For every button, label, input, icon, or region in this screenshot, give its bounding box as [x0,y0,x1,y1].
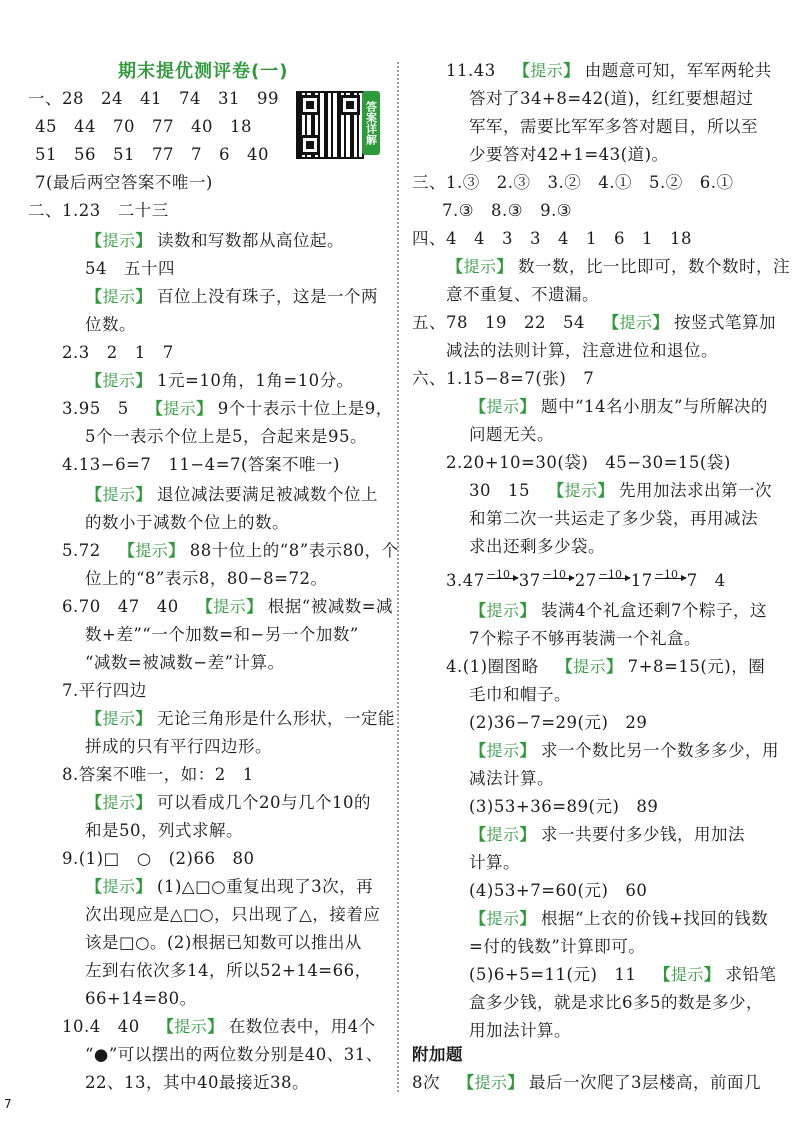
answer-line: 【提示】 数一数，比一比即可，数个数时，注 [447,257,791,276]
answer-line: 22、13，其中40最接近38。 [85,1073,309,1092]
answer-line: (5)6+5=11(元) 11 【提示】 求铅笔 [469,965,777,984]
answer-line: 66+14=80。 [85,989,197,1008]
hint-label: 【提示】 [458,1073,525,1092]
answer-line: 【提示】 退位减法要满足被减数个位上 [86,485,379,504]
answer-line: 四、4 4 3 3 4 1 6 1 18 [412,229,692,248]
answer-line: 【提示】 求一个数比另一个数多多少，用 [470,741,780,760]
answer-line: 30 15 【提示】 先用加法求出第一次 [469,481,773,500]
answer-line: 的数小于减数个位上的数。 [85,513,289,532]
answer-line: 【提示】 题中“14名小朋友”与所解决的 [470,397,768,416]
answer-line: 军军，需要比军军多答对题目，所以至 [469,117,758,136]
answer-explanation-badge[interactable]: 答案详解 [362,91,380,155]
answer-line: 2.3 2 1 7 [62,343,174,362]
answer-line: 8次 【提示】 最后一次爬了3层楼高，前面几 [412,1073,762,1092]
answer-line: 7.③ 8.③ 9.③ [442,201,573,220]
answer-line: 7个粽子不够再装满一个礼盒。 [469,629,701,648]
hint-label: 【提示】 [548,481,615,500]
answer-line: 【提示】 根据“上衣的价钱+找回的钱数 [470,909,769,928]
answer-line: 左到右依次多14，所以52+14=66， [85,961,372,980]
answer-line: 拼成的只有平行四边形。 [85,737,272,756]
page-number: 7 [4,1097,12,1111]
answer-line: 54 五十四 [85,259,175,278]
hint-label: 【提示】 [86,877,153,896]
answer-line: 位数。 [85,315,136,334]
arrow-icon: −10 [597,570,631,592]
answer-line: 二、1.23 二十三 [28,201,169,220]
answer-line: 4.(1)圈图略 【提示】 7+8=15(元)，圈 [446,657,766,676]
answer-line: 次出现应是△□○，只出现了△，接着应 [85,905,381,924]
answer-line: 3.47 −10 37 −10 27 −10 17 −10 7 4 [446,568,726,590]
answer-line: 意不重复、不遗漏。 [446,285,599,304]
answer-line: =付的钱数”计算即可。 [469,937,646,956]
answer-line: 2.20+10=30(袋) 45−30=15(袋) [446,453,731,472]
arrow-icon: −10 [485,570,519,592]
answer-line: 51 56 51 77 7 6 40 [35,145,269,164]
hint-label: 【提示】 [86,485,153,504]
answer-line: 9.(1)□ ○ (2)66 80 [62,849,255,868]
answer-line: 一、28 24 41 74 31 99 [28,89,279,108]
answer-line: 6.70 47 40 【提示】 根据“被减数=减 [62,597,394,616]
answer-line: 【提示】 百位上没有珠子，这是一个两 [86,287,379,306]
sequence-number: 7 [686,571,698,590]
hint-label: 【提示】 [470,741,537,760]
hint-label: 【提示】 [118,541,185,560]
answer-line: 三、1.③ 2.③ 3.② 4.① 5.② 6.① [412,173,734,192]
hint-label: 【提示】 [86,793,153,812]
hint-label: 【提示】 [86,709,153,728]
arrow-icon: −10 [541,570,575,592]
answer-line: 11.43 【提示】 由题意可知，军军两轮共 [446,61,772,80]
sequence-number: 37 [518,571,541,590]
answer-line: 【提示】 求一共要付多少钱，用加法 [470,825,746,844]
answer-line: 减法的法则计算，注意进位和退位。 [446,341,718,360]
answer-line: 和第二次一共运走了多少袋，再用减法 [469,509,758,528]
answer-line: 45 44 70 77 40 18 [35,117,252,136]
hint-label: 【提示】 [86,371,153,390]
answer-line: (3)53+36=89(元) 89 [469,797,659,816]
sequence-number: 27 [574,571,597,590]
answer-line: 数+差”“一个加数=和−另一个加数” [85,625,359,644]
answer-line: 3.95 5 【提示】 9个十表示十位上是9， [62,399,393,418]
answer-line: (2)36−7=29(元) 29 [469,713,648,732]
answer-line: 盒多少钱，就是求比6多5的数是多少， [469,993,763,1012]
answer-line: 【提示】 1元=10角，1角=10分。 [86,371,354,390]
sequence-number: 47 [462,571,485,590]
answer-line: 【提示】 装满4个礼盒还剩7个粽子，这 [470,601,768,620]
hint-label: 【提示】 [470,909,537,928]
qr-code-icon[interactable] [296,91,364,159]
answer-line: 答对了34+8=42(道)，红红要想超过 [469,89,754,108]
answer-line: 和是50，列式求解。 [85,821,243,840]
answer-line: 7.平行四边 [62,681,147,700]
hint-label: 【提示】 [146,399,213,418]
hint-label: 【提示】 [654,965,721,984]
section-heading: 附加题 [412,1045,463,1064]
answer-line: 问题无关。 [469,425,554,444]
answer-line: 毛巾和帽子。 [469,685,571,704]
answer-line: 【提示】 无论三角形是什么形状，一定能 [86,709,396,728]
answer-line: 位上的“8”表示8，80−8=72。 [85,569,328,588]
answer-line: 计算。 [469,853,520,872]
answer-line: 少要答对42+1=43(道)。 [469,145,669,164]
answer-line: 10.4 40 【提示】 在数位表中，用4个 [62,1017,376,1036]
answer-line: 求出还剩多少袋。 [469,537,605,556]
hint-label: 【提示】 [556,657,623,676]
answer-line: “减数=被减数−差”计算。 [85,653,285,672]
answer-line: 减法计算。 [469,769,554,788]
answer-line: 用加法计算。 [469,1021,571,1040]
answer-line: 5个一表示个位上是5，合起来是95。 [85,427,367,446]
answer-line: 【提示】 可以看成几个20与几个10的 [86,793,372,812]
answer-line: (4)53+7=60(元) 60 [469,881,648,900]
answer-line: 4.13−6=7 11−4=7(答案不唯一) [62,455,340,474]
answer-line: 五、78 19 22 54 【提示】 按竖式笔算加 [412,313,777,332]
answer-line: 5.72 【提示】 88十位上的“8”表示80，个 [62,541,399,560]
hint-label: 【提示】 [86,287,153,306]
column-divider [397,62,399,1092]
answer-line: 【提示】 读数和写数都从高位起。 [86,231,345,250]
arrow-icon: −10 [653,570,687,592]
hint-label: 【提示】 [470,825,537,844]
hint-label: 【提示】 [196,597,263,616]
answer-line: 7(最后两空答案不唯一) [35,173,213,192]
hint-label: 【提示】 [470,601,537,620]
answer-line: 六、1.15−8=7(张) 7 [412,369,595,388]
hint-label: 【提示】 [86,231,153,250]
answer-line: 该是□○。(2)根据已知数可以推出从 [85,933,362,952]
answer-line: 【提示】 (1)△□○重复出现了3次，再 [86,877,374,896]
hint-label: 【提示】 [470,397,537,416]
answer-line: “●”可以摆出的两位数分别是40、31、 [85,1045,383,1064]
page-title: 期末提优测评卷(一) [118,61,289,82]
hint-label: 【提示】 [602,313,670,332]
sequence-number: 17 [630,571,653,590]
hint-label: 【提示】 [447,257,514,276]
hint-label: 【提示】 [157,1017,224,1036]
answer-line: 8.答案不唯一，如：2 1 [62,765,254,784]
hint-label: 【提示】 [513,61,580,80]
